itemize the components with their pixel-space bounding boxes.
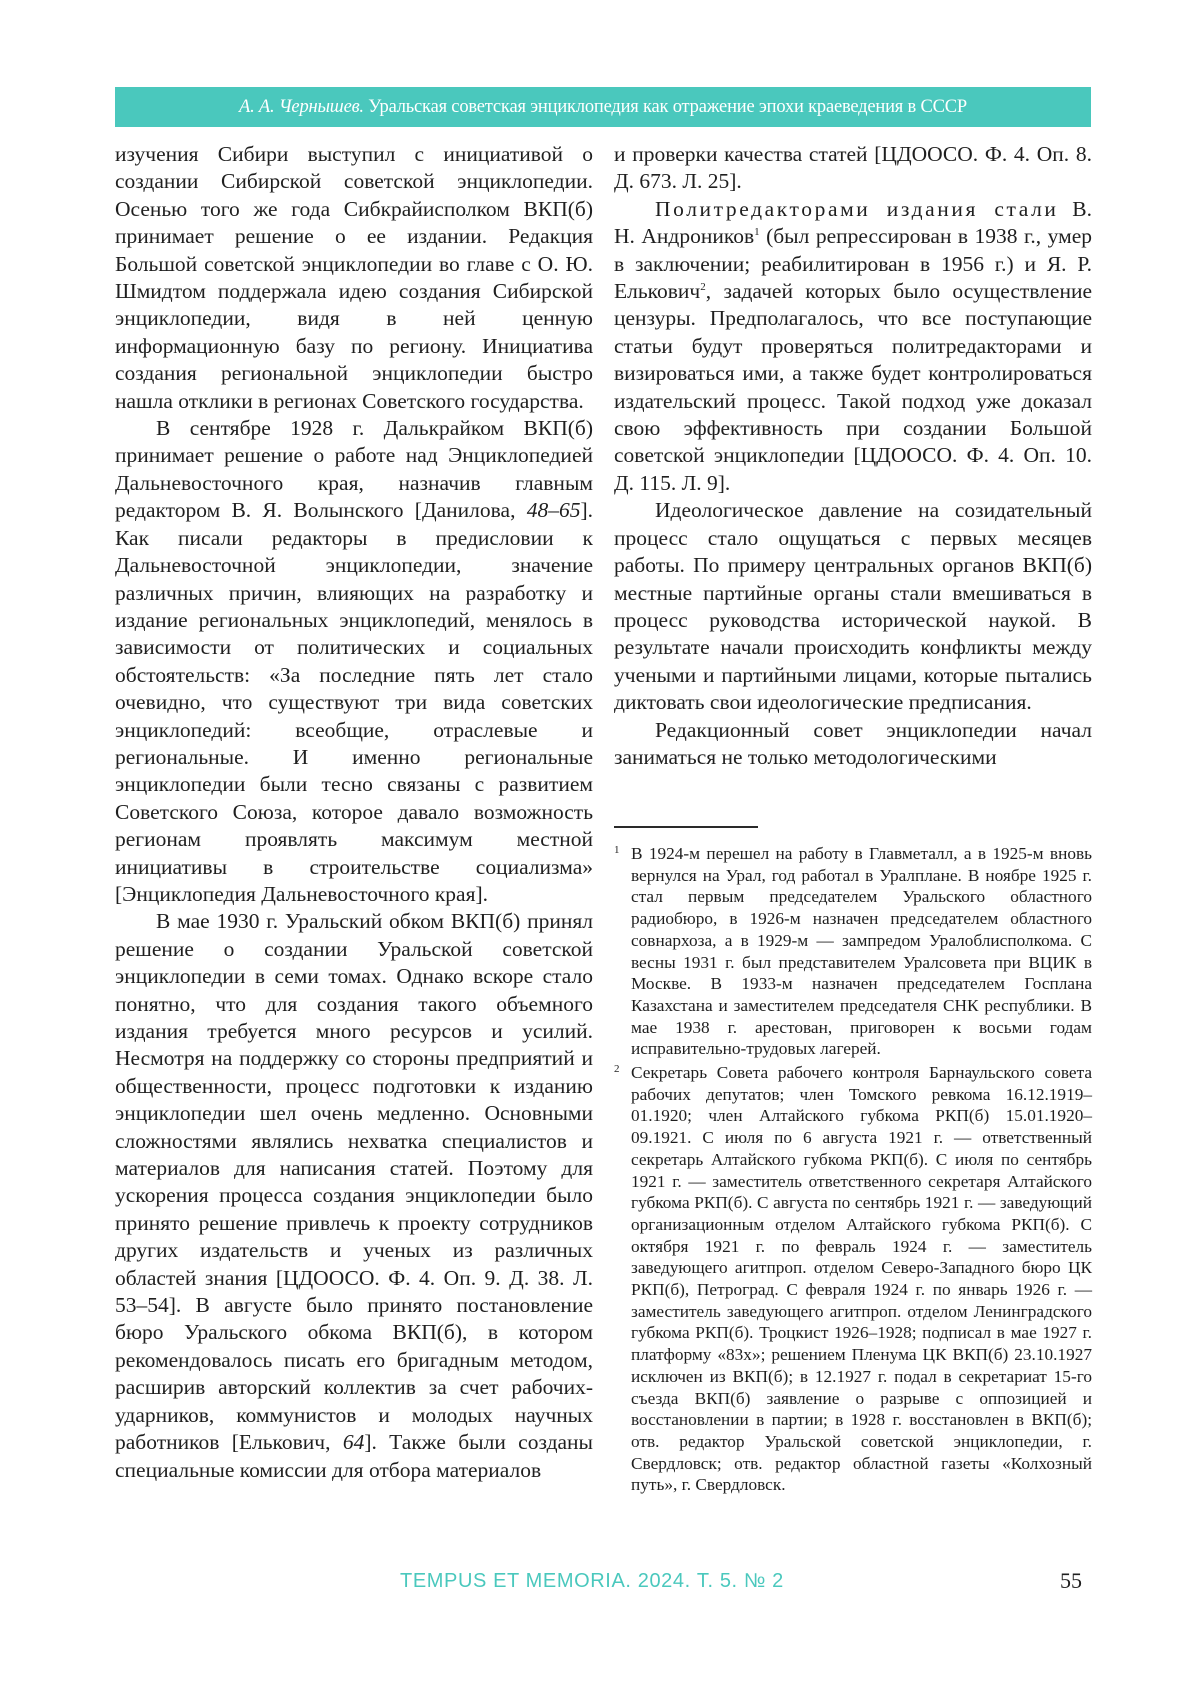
footnote-ref-2[interactable]: 2 <box>700 280 706 293</box>
footnote-number: 1 <box>614 844 620 856</box>
footnotes <box>614 843 1092 1498</box>
header-title: Уральская советская энциклопедия как отражение эпохи краеведения в СССР <box>368 96 967 117</box>
header-author: А. А. Чернышев. <box>238 96 364 117</box>
citation-pages: 48–65 <box>526 498 581 523</box>
paragraph: Политредакторами издания стали В. Н. Андроников$^1$ (был репрессирован в 1938 г., умер в заключении; реабилитирован в 1956 г.) и Я. Р. Елькович$^2$, задачей которых было осуществление цензуры. Предполагалось, что все поступающие статьи будут проверяться политредакторами и визироваться ими, а также будет контролироваться издательский процесс. Такой подход уже доказал свою эффективность при создании Большой советской энциклопедии [ЦДООСО. Ф. 4. Оп. 10. Д. 115. Л. 9]. <box>614 196 1093 495</box>
footnote-separator <box>614 826 758 828</box>
paragraph: изучения Сибири выступил с инициативой о создании Сибирской советской энциклопедии. Осенью того же года Сибкрайисполком ВКП(б) принимает решение о ее издании. Редакция Большой советской энциклопедии во главе с О. Ю. Шмидтом поддержала идею создания Сибирской энциклопедии, видя в ней ценную информационную базу по региону. Инициатива создания региональной энциклопедии быстро нашла отклики в регионах Советского государства. <box>115 142 593 413</box>
footnote <box>614 843 1092 1060</box>
footnote-number: 2 <box>614 1063 620 1076</box>
left-column <box>115 141 593 1484</box>
paragraph: Редакционный совет энциклопедии начал заниматься не только методологическими <box>614 717 1092 769</box>
paragraph: и проверки качества статей [ЦДООСО. Ф. 4. Оп. 8. Д. 673. Л. 25]. <box>614 142 1092 194</box>
footnote <box>614 1062 1092 1496</box>
citation-pages: 64 <box>342 1430 365 1455</box>
footnote-ref-1[interactable]: 1 <box>754 226 760 239</box>
running-header <box>115 87 1091 127</box>
page-number: 55 <box>1060 1568 1082 1593</box>
paragraph: В мае 1930 г. Уральский обком ВКП(б) принял решение о создании Уральской советской энциклопедии в семи томах. Однако вскоре стало понятно, что для создания такого объемного издания требуется много ресурсов и усилий. Несмотря на поддержку со стороны предприятий и общественности, процесс подготовки к изданию энциклопедии шел очень медленно. Основными сложностями являлись нехватка специалистов и материалов для написания статей. Поэтому для ускорения процесса создания энциклопедии было принято решение привлечь к проекту сотрудников других издательств и ученых из различных областей знания [ЦДООСО. Ф. 4. Оп. 9. Д. 38. Л. 53–54]. В августе было принято постановление бюро Уральского обкома ВКП(б), в котором рекомендовалось писать его бригадным методом, расширив авторский коллектив за счет рабочих-ударников, коммунистов и молодых научных работников [Елькович, 64]. Также были созданы специальные комиссии для отбора материалов <box>115 909 593 1482</box>
right-column <box>614 141 1092 771</box>
footnote-text: В 1924-м перешел на работу в Главметалл, а в 1925-м вновь вернулся на Урал, год работал в Уралплане. В ноябре 1925 г. стал первым председателем Уральского областного радиобюро, в 1926-м назначен председателем областного совнархоза, а в 1929-м — зампредом Уралоблисполкома. С весны 1931 г. был представителем Уралсовета при ВЦИК в Москве. В 1933-м назначен председателем Госплана Казахстана и заместителем председателя СНК республики. В мае 1938 г. арестован, приговорен к восьми годам исправительно-трудовых лагерей. <box>631 844 1092 1059</box>
paragraph: В сентябре 1928 г. Далькрайком ВКП(б) принимает решение о работе над Энциклопедией Дальневосточного края, назначив главным редактором В. Я. Волынского [Данилова, 48–65]. Как писали редакторы в предисловии к Дальневосточной энциклопедии, значение различных причин, влияющих на разработку и издание региональных энциклопедий, менялось в зависимости от политических и социальных обстоятельств: «За последние пять лет стало очевидно, что существуют три вида советских энциклопедий: всеобщие, отраслевые и региональные. И именно региональные энциклопедии были тесно связаны с развитием Советского Союза, которое давало возможность регионам проявлять максимум местной инициативы в строительстве социализма» [Энциклопедия Дальневосточного края]. <box>115 416 593 906</box>
paragraph: Идеологическое давление на созидательный процесс стало ощущаться с первых месяцев работы. По примеру центральных органов ВКП(б) местные партийные органы стали вмешиваться в процесс руководства исторической наукой. В результате начали происходить конфликты между учеными и партийными лицами, которые пытались диктовать свои идеологические предписания. <box>614 498 1092 715</box>
journal-footer: TEMPUS ET MEMORIA. 2024. Т. 5. № 2 <box>400 1570 784 1592</box>
footnote-text: Секретарь Совета рабочего контроля Барнаульского совета рабочих депутатов; член Томского ревкома 16.12.1919–01.1920; член Алтайского губкома РКП(б) 15.01.1920–09.1921. С июля по 6 августа 1921 г. — ответственный секретарь Алтайского губкома РКП(б). С июля по сентябрь 1921 г. — заместитель ответственного секретаря Алтайского губкома РКП(б). С августа по сентябрь 1921 г. — заведующий организационным отделом Алтайского губкома РКП(б). С октября 1921 г. по февраль 1924 г. — заместитель заведующего агитпроп. отделом Северо-Западного бюро ЦК РКП(б), Петроград. С февраля 1924 г. по январь 1926 г. — заместитель заведующего агитпроп. отделом Ленинградского губкома РКП(б). Троцкист 1926–1928; подписал в мае 1927 г. платформу «83х»; решением Пленума ЦК ВКП(б) 23.10.1927 исключен из ВКП(б); в 12.1927 г. подал в секретариат 15-го съезда ВКП(б) заявление о разрыве с оппозицией и восстановлении в партии; в 1928 г. восстановлен в ВКП(б); отв. редактор Уральской советской энциклопедии, г. Свердловск; отв. редактор областной газеты «Колхозный путь», г. Свердловск. <box>631 1063 1092 1495</box>
